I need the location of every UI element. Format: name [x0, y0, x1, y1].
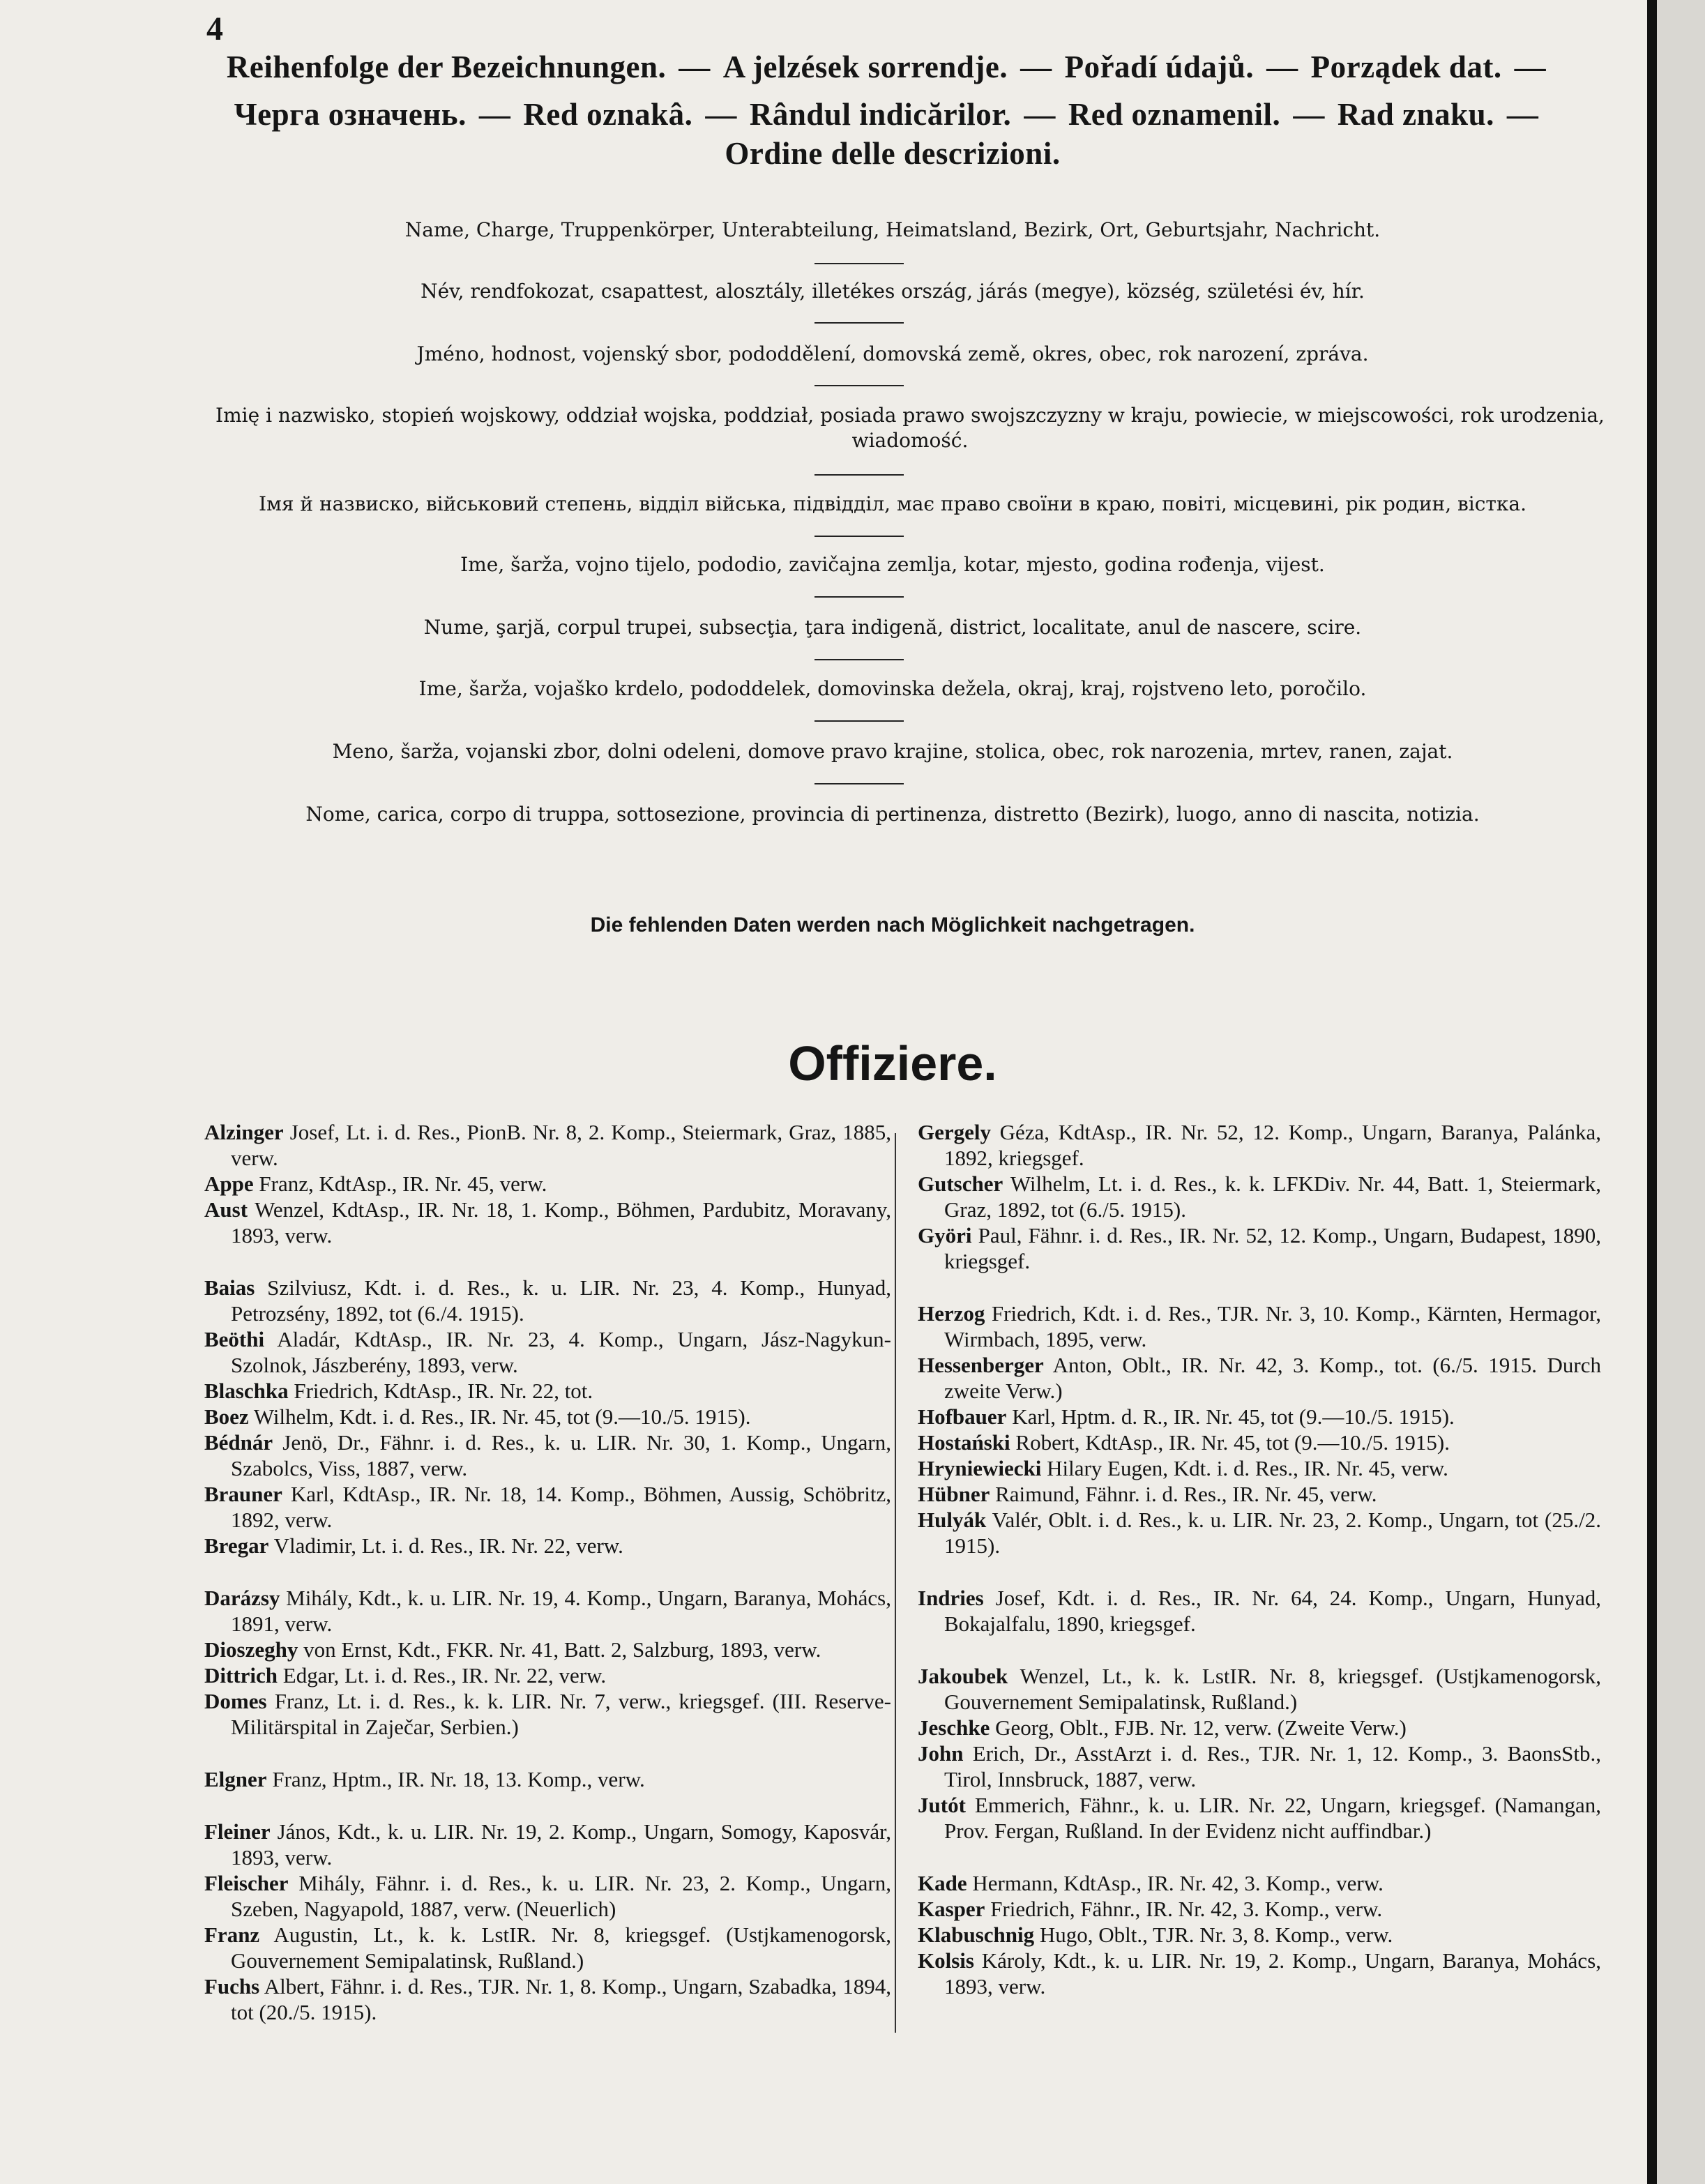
officer-surname: Darázsy [204, 1586, 280, 1610]
officer-details: Wilhelm, Kdt. i. d. Res., IR. Nr. 45, tot (9.—10./5. 1915). [253, 1404, 751, 1429]
officer-surname: Kolsis [918, 1948, 974, 1973]
officer-details: Friedrich, Kdt. i. d. Res., TJR. Nr. 3, 10. Komp., Kärnten, Hermagor, Wirmbach, 1895, verw. [944, 1301, 1601, 1351]
officer-surname: Fuchs [204, 1974, 260, 1999]
officer-entry [918, 1896, 1601, 1922]
officer-entry [918, 1352, 1601, 1404]
entry-gap [918, 1637, 1601, 1663]
officer-entry [204, 1819, 891, 1870]
entry-gap [204, 1559, 891, 1585]
officer-entry [918, 1404, 1601, 1430]
officer-details: János, Kdt., k. u. LIR. Nr. 19, 2. Komp., Ungarn, Somogy, Kaposvár, 1893, verw. [231, 1819, 892, 1870]
officer-details: Emmerich, Fähnr., k. u. LIR. Nr. 22, Ungarn, kriegsgef. (Namangan, Prov. Fergan, Rußland. In der Evidenz nicht auffindbar.) [944, 1793, 1602, 1843]
divider [814, 263, 904, 264]
officer-entry [204, 1171, 891, 1197]
officer-details: Károly, Kdt., k. u. LIR. Nr. 19, 2. Komp., Ungarn, Baranya, Mohács, 1893, verw. [944, 1948, 1602, 1999]
officer-details: Augustin, Lt., k. k. LstIR. Nr. 8, kriegsgef. (Ustjkamenogorsk, Gouvernement Semipalatinsk, Rußland.) [231, 1923, 891, 1973]
divider [814, 385, 904, 386]
officer-entry [204, 1378, 891, 1404]
officer-entry [918, 1171, 1601, 1222]
officer-surname: Hofbauer [918, 1404, 1007, 1429]
officer-entry [918, 1119, 1601, 1171]
officer-entry [918, 1792, 1601, 1844]
officer-surname: Fleischer [204, 1871, 289, 1895]
column-divider [895, 1133, 896, 2033]
officer-surname: Alzinger [204, 1120, 284, 1144]
description-sk: Meno, šarža, vojanski zbor, dolni odeleni, domove pravo krajine, stolica, obec, rok narozenia, mrtev, ranen, zajat. [332, 740, 1453, 763]
officer-entry [204, 1922, 891, 1973]
officer-entry [918, 1948, 1601, 1999]
officer-surname: Franz [204, 1923, 260, 1947]
officer-entry [204, 1637, 891, 1662]
officer-surname: Fleiner [204, 1819, 271, 1844]
header-title-pl: Porządek dat. [1310, 50, 1502, 84]
officer-surname: Beöthi [204, 1327, 265, 1351]
officer-details: Karl, KdtAsp., IR. Nr. 18, 14. Komp., Böhmen, Aussig, Schöbritz, 1892, verw. [231, 1482, 891, 1532]
officer-details: Friedrich, Fähnr., IR. Nr. 42, 3. Komp., verw. [990, 1897, 1383, 1921]
header-line-1: Reihenfolge der Bezeichnungen. — A jelzések sorrendje. — Pořadí údajů. — Porządek dat. — [226, 50, 1547, 84]
officer-details: Raimund, Fähnr. i. d. Res., IR. Nr. 45, verw. [995, 1482, 1377, 1506]
officer-entry [204, 1533, 891, 1559]
officer-surname: Bregar [204, 1533, 269, 1558]
officer-surname: Baias [204, 1275, 255, 1300]
page-number: 4 [206, 10, 223, 47]
divider [814, 720, 904, 722]
officer-surname: Hulyák [918, 1508, 987, 1532]
officer-details: Franz, Hptm., IR. Nr. 18, 13. Komp., verw. [272, 1767, 645, 1791]
officer-entry [918, 1430, 1601, 1455]
officer-surname: Dioszeghy [204, 1637, 298, 1662]
header-title-sl: Red oznamenil. [1068, 97, 1281, 132]
officer-surname: Boez [204, 1404, 249, 1429]
divider [814, 536, 904, 537]
officer-details: Mihály, Kdt., k. u. LIR. Nr. 19, 4. Komp., Ungarn, Baranya, Mohács, 1891, verw. [231, 1586, 891, 1636]
left-column [204, 1119, 891, 2025]
officer-surname: Bédnár [204, 1430, 273, 1455]
header-title-it: Ordine delle descrizioni. [725, 136, 1061, 171]
description-ro: Nume, şarjă, corpul trupei, subsecţia, ţara indigenă, district, localitate, anul de nascere, scire. [423, 616, 1362, 639]
description-sl: Ime, šarža, vojaško krdelo, pododdelek, domovinska dežela, okraj, kraj, rojstveno leto, poročilo. [418, 677, 1367, 700]
officer-entry [204, 1662, 891, 1688]
officer-details: Franz, KdtAsp., IR. Nr. 45, verw. [259, 1171, 547, 1196]
header-title-ro: Rândul indicărilor. [749, 97, 1012, 132]
right-column [918, 1119, 1601, 1999]
entry-gap [918, 1274, 1601, 1300]
description-pl: Imię i nazwisko, stopień wojskowy, oddział wojska, poddział, posiada prawo swojszczyzny w kraju, powiecie, w miejscowości, rok urodzenia, wiadomość. [215, 404, 1605, 452]
officer-entry [918, 1585, 1601, 1637]
divider [814, 474, 904, 476]
officer-entry [204, 1197, 891, 1248]
officer-entry [204, 1275, 891, 1326]
officer-surname: Herzog [918, 1301, 985, 1326]
officer-surname: Klabuschnig [918, 1923, 1035, 1947]
divider [814, 783, 904, 784]
header-title-hr: Red oznakâ. [523, 97, 693, 132]
officer-details: Albert, Fähnr. i. d. Res., TJR. Nr. 1, 8. Komp., Ungarn, Szabadka, 1894, tot (20./5. 1915). [231, 1974, 891, 2024]
description-de: Name, Charge, Truppenkörper, Unterabteilung, Heimatsland, Bezirk, Ort, Geburtsjahr, Nachricht. [404, 218, 1381, 241]
officer-surname: Hryniewiecki [918, 1456, 1042, 1480]
entry-gap [204, 1740, 891, 1766]
officer-details: Anton, Oblt., IR. Nr. 42, 3. Komp., tot. (6./5. 1915. Durch zweite Verw.) [944, 1353, 1602, 1403]
officer-details: Georg, Oblt., FJB. Nr. 12, verw. (Zweite Verw.) [995, 1715, 1407, 1740]
officer-entry [204, 1688, 891, 1740]
officer-surname: Aust [204, 1197, 248, 1222]
officer-details: Hilary Eugen, Kdt. i. d. Res., IR. Nr. 45, verw. [1047, 1456, 1448, 1480]
officer-entry [918, 1663, 1601, 1715]
officer-surname: Hostański [918, 1430, 1010, 1455]
header-title-uk: Черга означень. [234, 97, 467, 132]
officer-surname: Hübner [918, 1482, 990, 1506]
officer-details: Karl, Hptm. d. R., IR. Nr. 45, tot (9.—10./5. 1915). [1012, 1404, 1455, 1429]
officer-details: Vladimir, Lt. i. d. Res., IR. Nr. 22, verw. [273, 1533, 623, 1558]
officer-entry [204, 1766, 891, 1792]
officer-surname: Indries [918, 1586, 984, 1610]
officer-entry [918, 1870, 1601, 1896]
officer-entry [918, 1300, 1601, 1352]
divider [814, 659, 904, 660]
officer-details: Hugo, Oblt., TJR. Nr. 3, 8. Komp., verw. [1039, 1923, 1393, 1947]
officer-details: Jenö, Dr., Fähnr. i. d. Res., k. u. LIR. Nr. 30, 1. Komp., Ungarn, Szabolcs, Viss, 1887, verw. [231, 1430, 891, 1480]
officer-surname: Appe [204, 1171, 254, 1196]
officer-details: Szilviusz, Kdt. i. d. Res., k. u. LIR. Nr. 23, 4. Komp., Hunyad, Petrozsény, 1892, tot (6./4. 1915). [231, 1275, 891, 1326]
officer-entry [204, 1430, 891, 1481]
officer-details: Valér, Oblt. i. d. Res., k. u. LIR. Nr. 23, 2. Komp., Ungarn, tot (25./2. 1915). [944, 1508, 1601, 1558]
officer-surname: Kade [918, 1871, 967, 1895]
officer-details: Josef, Kdt. i. d. Res., IR. Nr. 64, 24. Komp., Ungarn, Hunyad, Bokajalfalu, 1890, kriegsgef. [944, 1586, 1601, 1636]
officer-entry [918, 1922, 1601, 1948]
entry-gap [918, 1844, 1601, 1870]
officer-entry [204, 1119, 891, 1171]
header-title-hu: A jelzések sorrendje. [722, 50, 1008, 84]
officer-details: von Ernst, Kdt., FKR. Nr. 41, Batt. 2, Salzburg, 1893, verw. [303, 1637, 821, 1662]
officer-surname: Kasper [918, 1897, 985, 1921]
officer-surname: Jutót [918, 1793, 966, 1817]
officer-surname: Gergely [918, 1120, 992, 1144]
officer-details: Mihály, Fähnr. i. d. Res., k. u. LIR. Nr. 23, 2. Komp., Ungarn, Szeben, Nagyapold, 1887, verw. (Neuerlich) [231, 1871, 892, 1921]
officer-entry [204, 1870, 891, 1922]
entry-gap [918, 1559, 1601, 1585]
entry-gap [204, 1248, 891, 1275]
officer-surname: Gutscher [918, 1171, 1003, 1196]
officer-entry [204, 1404, 891, 1430]
officer-entry [204, 1326, 891, 1378]
officer-entry [918, 1455, 1601, 1481]
officer-surname: Blaschka [204, 1379, 289, 1403]
officer-entry [918, 1741, 1601, 1792]
section-title: Offiziere. [788, 1036, 997, 1091]
divider [814, 322, 904, 324]
officer-surname: Jakoubek [918, 1664, 1008, 1688]
page-edge [1647, 0, 1657, 2184]
header-title-de: Reihenfolge der Bezeichnungen. [226, 50, 667, 84]
missing-data-note: Die fehlenden Daten werden nach Möglichkeit nachgetragen. [590, 913, 1195, 936]
scan-margin [1657, 0, 1705, 2184]
officer-details: Franz, Lt. i. d. Res., k. k. LIR. Nr. 7, verw., kriegsgef. (III. Reserve-Militärspital in Zaječar, Serbien.) [231, 1689, 892, 1739]
description-it: Nome, carica, corpo di truppa, sottosezione, provincia di pertinenza, distretto (Bezirk), luogo, anno di nascita, notizia. [305, 803, 1480, 826]
officer-details: Edgar, Lt. i. d. Res., IR. Nr. 22, verw. [282, 1663, 607, 1688]
officer-entry [918, 1715, 1601, 1741]
officer-surname: Györi [918, 1223, 972, 1248]
divider [814, 596, 904, 598]
officer-surname: John [918, 1741, 964, 1766]
header-title-cs: Pořadí údajů. [1064, 50, 1255, 84]
header-line-2: Черга означень. — Red oznakâ. — Rândul indicărilor. — Red oznamenil. — Rad znaku. — [234, 97, 1539, 132]
officer-details: Wenzel, Lt., k. k. LstIR. Nr. 8, kriegsgef. (Ustjkamenogorsk, Gouvernement Semipalatinsk, Rußland.) [944, 1664, 1601, 1714]
officer-details: Hermann, KdtAsp., IR. Nr. 42, 3. Komp., verw. [972, 1871, 1384, 1895]
officer-entry [204, 1481, 891, 1533]
officer-surname: Brauner [204, 1482, 282, 1506]
description-hr: Ime, šarža, vojno tijelo, pododio, zavičajna zemlja, kotar, mjesto, godina rođenja, vijest. [460, 553, 1325, 576]
officer-details: Josef, Lt. i. d. Res., PionB. Nr. 8, 2. Komp., Steiermark, Graz, 1885, verw. [231, 1120, 891, 1170]
header-title-sk: Rad znaku. [1337, 97, 1494, 132]
officer-entry [204, 1585, 891, 1637]
entry-gap [204, 1792, 891, 1819]
officer-entry [204, 1973, 891, 2025]
officer-surname: Elgner [204, 1767, 267, 1791]
officer-entry [918, 1481, 1601, 1507]
officer-surname: Hessenberger [918, 1353, 1044, 1377]
officer-details: Aladár, KdtAsp., IR. Nr. 23, 4. Komp., Ungarn, Jász-Nagykun-Szolnok, Jászberény, 1893, verw. [231, 1327, 891, 1377]
description-hu: Név, rendfokozat, csapattest, alosztály, illetékes ország, járás (megye), község, születési év, hír. [420, 280, 1365, 303]
description-cs: Jméno, hodnost, vojenský sbor, pododdělení, domovská země, okres, obec, rok narození, zpráva. [416, 342, 1369, 365]
officer-details: Erich, Dr., AsstArzt i. d. Res., TJR. Nr. 1, 12. Komp., 3. BaonsStb., Tirol, Innsbruck, 1887, verw. [944, 1741, 1602, 1791]
officer-details: Robert, KdtAsp., IR. Nr. 45, tot (9.—10./5. 1915). [1015, 1430, 1450, 1455]
officer-details: Géza, KdtAsp., IR. Nr. 52, 12. Komp., Ungarn, Baranya, Palánka, 1892, kriegsgef. [944, 1120, 1602, 1170]
officer-details: Friedrich, KdtAsp., IR. Nr. 22, tot. [294, 1379, 593, 1403]
officer-surname: Jeschke [918, 1715, 990, 1740]
officer-details: Paul, Fähnr. i. d. Res., IR. Nr. 52, 12. Komp., Ungarn, Budapest, 1890, kriegsgef. [944, 1223, 1602, 1273]
officer-details: Wenzel, KdtAsp., IR. Nr. 18, 1. Komp., Böhmen, Pardubitz, Moravany, 1893, verw. [231, 1197, 891, 1248]
officer-surname: Dittrich [204, 1663, 278, 1688]
officer-details: Wilhelm, Lt. i. d. Res., k. k. LFKDiv. Nr. 44, Batt. 1, Steiermark, Graz, 1892, tot (6./5. 1915). [944, 1171, 1601, 1222]
officer-surname: Domes [204, 1689, 267, 1713]
description-uk: Імя й назвиско, військовий степень, відділ війська, підвідділ, має право своїни в краю, повіті, місцевині, рік родин, вістка. [259, 492, 1526, 515]
officer-entry [918, 1222, 1601, 1274]
officer-entry [918, 1507, 1601, 1559]
